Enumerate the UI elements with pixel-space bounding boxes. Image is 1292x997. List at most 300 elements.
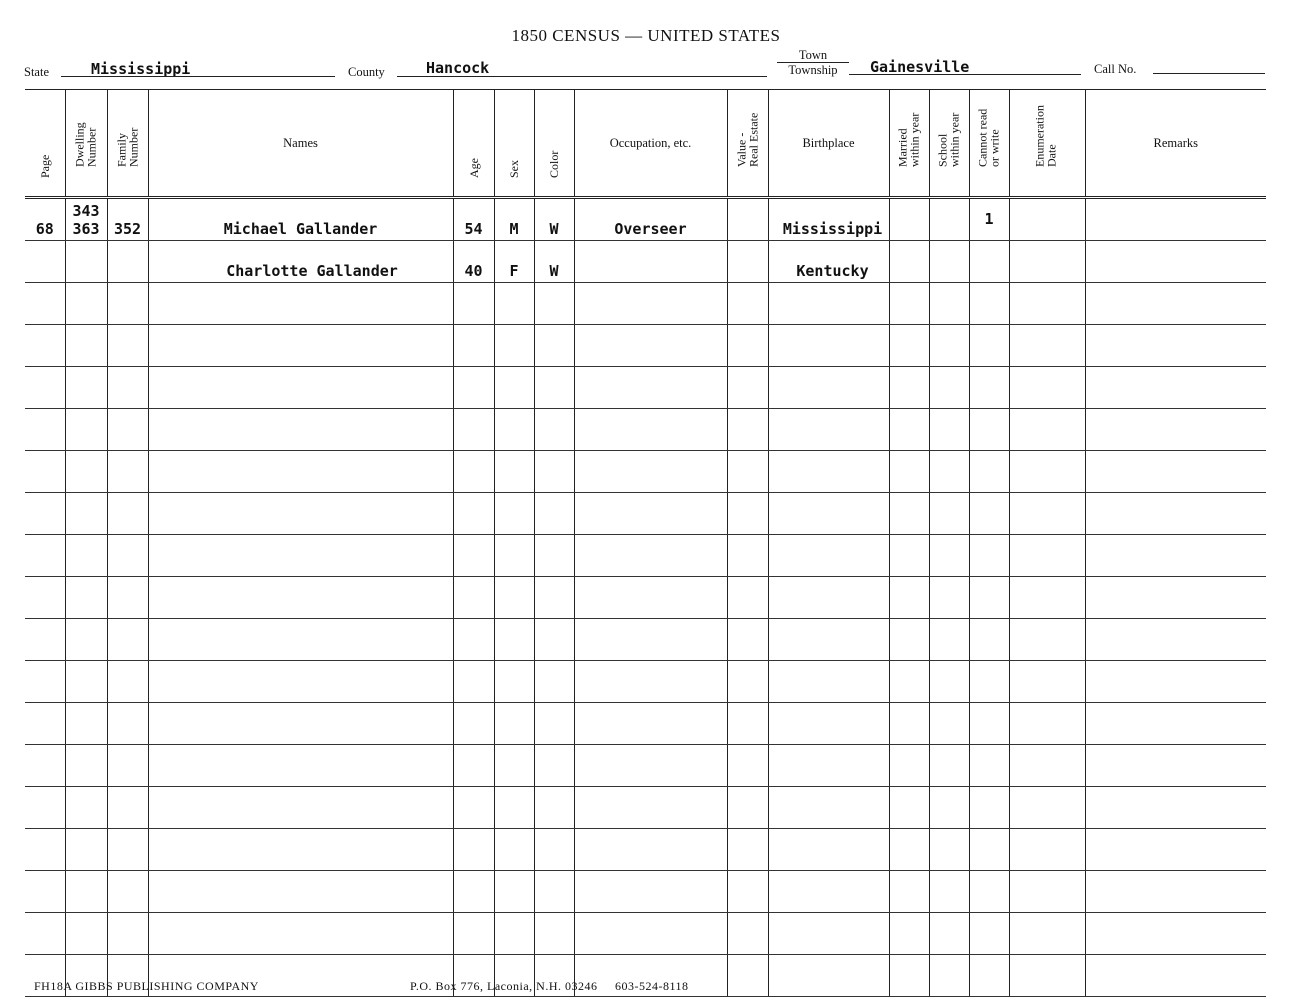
blank-cell xyxy=(727,367,768,409)
cell-occupation: Overseer xyxy=(574,198,727,241)
cell-dwelling-main: 363 xyxy=(72,220,100,238)
col-birthplace xyxy=(768,90,889,198)
blank-cell xyxy=(969,745,1009,787)
blank-cell xyxy=(929,451,969,493)
blank-cell xyxy=(25,703,65,745)
cell-value xyxy=(727,241,768,283)
blank-cell xyxy=(1085,955,1266,997)
blank-cell xyxy=(65,871,107,913)
blank-cell xyxy=(768,535,889,577)
blank-cell xyxy=(453,661,494,703)
blank-cell xyxy=(65,535,107,577)
blank-row xyxy=(25,577,1266,619)
col-family xyxy=(107,90,148,198)
blank-cell xyxy=(727,535,768,577)
blank-cell xyxy=(534,325,574,367)
state-label: State xyxy=(24,65,49,79)
blank-cell xyxy=(574,703,727,745)
blank-cell xyxy=(574,367,727,409)
census-table xyxy=(25,89,1266,997)
blank-cell xyxy=(65,703,107,745)
county-value: Hancock xyxy=(426,59,490,77)
blank-cell xyxy=(65,829,107,871)
blank-cell xyxy=(1009,409,1085,451)
blank-cell xyxy=(148,451,453,493)
blank-cell xyxy=(574,577,727,619)
col-remarks-label: Remarks xyxy=(1153,135,1198,150)
blank-cell xyxy=(1009,619,1085,661)
blank-cell xyxy=(1009,745,1085,787)
blank-cell xyxy=(453,493,494,535)
blank-cell xyxy=(574,451,727,493)
cell-family xyxy=(107,241,148,283)
blank-cell xyxy=(148,913,453,955)
blank-cell xyxy=(1009,703,1085,745)
blank-cell xyxy=(494,577,534,619)
township-value: Gainesville xyxy=(870,58,970,76)
blank-cell xyxy=(574,913,727,955)
blank-cell xyxy=(969,493,1009,535)
blank-cell xyxy=(889,493,929,535)
blank-cell xyxy=(453,913,494,955)
blank-cell xyxy=(727,955,768,997)
blank-cell xyxy=(574,493,727,535)
blank-cell xyxy=(889,661,929,703)
blank-cell xyxy=(929,325,969,367)
blank-cell xyxy=(969,787,1009,829)
blank-cell xyxy=(65,787,107,829)
cell-married xyxy=(889,241,929,283)
blank-cell xyxy=(889,745,929,787)
blank-cell xyxy=(574,787,727,829)
blank-cell xyxy=(25,913,65,955)
blank-cell xyxy=(929,787,969,829)
blank-cell xyxy=(65,451,107,493)
blank-cell xyxy=(25,577,65,619)
blank-cell xyxy=(768,409,889,451)
blank-cell xyxy=(1085,787,1266,829)
blank-cell xyxy=(494,493,534,535)
blank-cell xyxy=(494,367,534,409)
blank-cell xyxy=(889,913,929,955)
blank-cell xyxy=(574,619,727,661)
blank-cell xyxy=(494,325,534,367)
blank-cell xyxy=(107,577,148,619)
blank-row xyxy=(25,661,1266,703)
blank-cell xyxy=(889,829,929,871)
blank-cell xyxy=(889,619,929,661)
blank-cell xyxy=(107,703,148,745)
blank-cell xyxy=(768,955,889,997)
cell-color: W xyxy=(534,198,574,241)
blank-cell xyxy=(929,493,969,535)
col-page-label: Page xyxy=(37,154,52,178)
blank-cell xyxy=(727,451,768,493)
blank-cell xyxy=(969,367,1009,409)
blank-cell xyxy=(969,325,1009,367)
blank-cell xyxy=(25,409,65,451)
blank-cell xyxy=(727,703,768,745)
blank-cell xyxy=(929,871,969,913)
blank-cell xyxy=(768,325,889,367)
col-color xyxy=(534,90,574,198)
blank-cell xyxy=(107,619,148,661)
blank-cell xyxy=(727,871,768,913)
blank-cell xyxy=(768,451,889,493)
blank-cell xyxy=(25,787,65,829)
blank-cell xyxy=(65,325,107,367)
blank-cell xyxy=(25,367,65,409)
blank-cell xyxy=(889,871,929,913)
blank-cell xyxy=(768,619,889,661)
blank-cell xyxy=(107,283,148,325)
blank-cell xyxy=(494,871,534,913)
blank-cell xyxy=(25,745,65,787)
blank-cell xyxy=(25,535,65,577)
blank-cell xyxy=(1085,493,1266,535)
blank-cell xyxy=(534,451,574,493)
blank-cell xyxy=(1085,913,1266,955)
blank-cell xyxy=(453,283,494,325)
blank-cell xyxy=(1009,661,1085,703)
blank-cell xyxy=(727,913,768,955)
blank-cell xyxy=(107,493,148,535)
blank-cell xyxy=(25,451,65,493)
blank-cell xyxy=(889,787,929,829)
blank-cell xyxy=(1085,451,1266,493)
col-age-label: Age xyxy=(466,158,481,178)
blank-cell xyxy=(768,703,889,745)
blank-cell xyxy=(25,871,65,913)
cell-cannot-read: 1 xyxy=(969,198,1009,241)
blank-cell xyxy=(727,283,768,325)
blank-cell xyxy=(574,409,727,451)
col-value xyxy=(727,90,768,198)
blank-cell xyxy=(453,871,494,913)
blank-cell xyxy=(929,661,969,703)
blank-cell xyxy=(494,535,534,577)
state-value: Mississippi xyxy=(91,60,191,78)
blank-cell xyxy=(727,325,768,367)
blank-cell xyxy=(65,661,107,703)
cell-name: Charlotte Gallander xyxy=(148,241,453,283)
blank-cell xyxy=(1085,661,1266,703)
blank-cell xyxy=(25,283,65,325)
blank-cell xyxy=(534,493,574,535)
blank-cell xyxy=(453,325,494,367)
blank-cell xyxy=(25,661,65,703)
blank-cell xyxy=(969,829,1009,871)
blank-row xyxy=(25,871,1266,913)
blank-cell xyxy=(148,535,453,577)
blank-cell xyxy=(107,871,148,913)
blank-cell xyxy=(1085,535,1266,577)
blank-cell xyxy=(1009,577,1085,619)
blank-cell xyxy=(969,871,1009,913)
blank-cell xyxy=(534,745,574,787)
town-township-label xyxy=(777,48,849,77)
blank-cell xyxy=(107,451,148,493)
blank-cell xyxy=(969,955,1009,997)
blank-cell xyxy=(969,661,1009,703)
blank-cell xyxy=(574,661,727,703)
cell-birthplace: Kentucky xyxy=(768,241,889,283)
blank-cell xyxy=(1085,703,1266,745)
blank-cell xyxy=(574,871,727,913)
blank-cell xyxy=(969,451,1009,493)
col-names-label: Names xyxy=(283,135,318,150)
county-label: County xyxy=(348,65,385,79)
blank-cell xyxy=(494,619,534,661)
col-dwelling xyxy=(65,90,107,198)
blank-cell xyxy=(727,661,768,703)
blank-cell xyxy=(1009,493,1085,535)
blank-cell xyxy=(929,955,969,997)
blank-cell xyxy=(148,871,453,913)
blank-cell xyxy=(453,787,494,829)
blank-cell xyxy=(107,409,148,451)
cell-dwelling-top: 343 xyxy=(72,202,100,220)
cell-page xyxy=(25,241,65,283)
blank-cell xyxy=(1009,955,1085,997)
blank-cell xyxy=(727,829,768,871)
blank-cell xyxy=(1085,871,1266,913)
cell-age: 40 xyxy=(453,241,494,283)
col-sex-label: Sex xyxy=(507,160,521,178)
township-label: Township xyxy=(788,63,838,77)
cell-family: 352 xyxy=(107,198,148,241)
blank-cell xyxy=(889,283,929,325)
blank-cell xyxy=(65,577,107,619)
blank-cell xyxy=(107,913,148,955)
blank-cell xyxy=(574,283,727,325)
blank-cell xyxy=(107,787,148,829)
blank-row xyxy=(25,745,1266,787)
blank-cell xyxy=(768,829,889,871)
cell-page: 68 xyxy=(25,198,65,241)
blank-cell xyxy=(1085,283,1266,325)
blank-cell xyxy=(1009,451,1085,493)
blank-cell xyxy=(453,577,494,619)
blank-cell xyxy=(494,787,534,829)
blank-row xyxy=(25,703,1266,745)
blank-cell xyxy=(65,745,107,787)
blank-cell xyxy=(574,829,727,871)
call-no-underline xyxy=(1153,73,1265,74)
blank-cell xyxy=(534,661,574,703)
col-cannot-read xyxy=(969,90,1009,198)
blank-cell xyxy=(1085,409,1266,451)
blank-cell xyxy=(929,283,969,325)
blank-cell xyxy=(1085,619,1266,661)
blank-cell xyxy=(148,409,453,451)
blank-row xyxy=(25,829,1266,871)
blank-cell xyxy=(969,913,1009,955)
blank-cell xyxy=(727,409,768,451)
blank-cell xyxy=(929,409,969,451)
col-family-label: Family Number xyxy=(114,127,140,167)
blank-cell xyxy=(25,619,65,661)
blank-cell xyxy=(453,451,494,493)
blank-cell xyxy=(148,283,453,325)
blank-cell xyxy=(889,955,929,997)
col-age xyxy=(453,90,494,198)
blank-row xyxy=(25,325,1266,367)
cell-sex: F xyxy=(494,241,534,283)
blank-cell xyxy=(65,619,107,661)
blank-row xyxy=(25,493,1266,535)
blank-cell xyxy=(1085,577,1266,619)
blank-cell xyxy=(1009,325,1085,367)
col-enumeration xyxy=(1009,90,1085,198)
blank-cell xyxy=(107,745,148,787)
blank-cell xyxy=(148,703,453,745)
blank-cell xyxy=(929,745,969,787)
cell-remarks xyxy=(1085,241,1266,283)
cell-color: W xyxy=(534,241,574,283)
state-underline xyxy=(61,76,335,77)
cell-school xyxy=(929,198,969,241)
blank-cell xyxy=(768,367,889,409)
cell-school xyxy=(929,241,969,283)
col-remarks xyxy=(1085,90,1266,198)
cell-enumeration xyxy=(1009,241,1085,283)
col-sex xyxy=(494,90,534,198)
blank-cell xyxy=(889,535,929,577)
blank-cell xyxy=(534,787,574,829)
blank-cell xyxy=(889,577,929,619)
blank-cell xyxy=(969,577,1009,619)
cell-cannot-read xyxy=(969,241,1009,283)
blank-cell xyxy=(494,451,534,493)
blank-cell xyxy=(453,703,494,745)
blank-row xyxy=(25,535,1266,577)
col-occupation-label: Occupation, etc. xyxy=(609,135,692,150)
call-no-label: Call No. xyxy=(1094,62,1137,76)
blank-cell xyxy=(25,829,65,871)
col-school-label: School within year xyxy=(935,112,961,167)
blank-cell xyxy=(148,787,453,829)
blank-cell xyxy=(148,577,453,619)
blank-cell xyxy=(929,535,969,577)
blank-cell xyxy=(929,829,969,871)
blank-cell xyxy=(727,577,768,619)
blank-cell xyxy=(768,745,889,787)
blank-cell xyxy=(1085,325,1266,367)
blank-cell xyxy=(148,619,453,661)
cell-age: 54 xyxy=(453,198,494,241)
blank-cell xyxy=(494,913,534,955)
blank-cell xyxy=(727,619,768,661)
blank-cell xyxy=(574,325,727,367)
blank-cell xyxy=(534,871,574,913)
blank-row xyxy=(25,451,1266,493)
blank-row xyxy=(25,787,1266,829)
cell-occupation xyxy=(574,241,727,283)
blank-cell xyxy=(107,661,148,703)
col-value-label: Value - Real Estate xyxy=(734,112,760,167)
blank-cell xyxy=(65,409,107,451)
blank-cell xyxy=(929,913,969,955)
blank-cell xyxy=(768,787,889,829)
blank-cell xyxy=(453,745,494,787)
col-birthplace-label: Birthplace xyxy=(802,135,855,150)
blank-cell xyxy=(148,745,453,787)
blank-cell xyxy=(889,367,929,409)
blank-cell xyxy=(768,493,889,535)
header-row xyxy=(25,90,1266,198)
footer-address: P.O. Box 776, Laconia, N.H. 03246 603-524-8118 xyxy=(410,979,689,993)
blank-cell xyxy=(534,535,574,577)
blank-cell xyxy=(25,325,65,367)
cell-birthplace: Mississippi xyxy=(768,198,889,241)
blank-cell xyxy=(969,409,1009,451)
blank-cell xyxy=(534,913,574,955)
blank-cell xyxy=(148,493,453,535)
blank-cell xyxy=(768,283,889,325)
blank-cell xyxy=(148,325,453,367)
blank-cell xyxy=(65,367,107,409)
blank-cell xyxy=(727,745,768,787)
blank-cell xyxy=(107,367,148,409)
blank-cell xyxy=(1009,787,1085,829)
blank-cell xyxy=(574,745,727,787)
blank-cell xyxy=(727,493,768,535)
blank-row xyxy=(25,367,1266,409)
col-married xyxy=(889,90,929,198)
blank-cell xyxy=(929,577,969,619)
blank-cell xyxy=(107,829,148,871)
blank-row xyxy=(25,913,1266,955)
blank-cell xyxy=(453,535,494,577)
blank-cell xyxy=(727,787,768,829)
blank-cell xyxy=(148,367,453,409)
footer-publisher: FH18A GIBBS PUBLISHING COMPANY xyxy=(34,979,259,993)
blank-cell xyxy=(494,703,534,745)
county-underline xyxy=(397,76,767,77)
table-row xyxy=(25,198,1266,241)
col-names xyxy=(148,90,453,198)
col-occupation xyxy=(574,90,727,198)
blank-cell xyxy=(494,829,534,871)
blank-cell xyxy=(969,703,1009,745)
blank-cell xyxy=(1009,535,1085,577)
col-page xyxy=(25,90,65,198)
blank-cell xyxy=(494,661,534,703)
blank-cell xyxy=(65,283,107,325)
cell-name: Michael Gallander xyxy=(148,198,453,241)
blank-cell xyxy=(453,409,494,451)
cell-sex: M xyxy=(494,198,534,241)
blank-row xyxy=(25,409,1266,451)
blank-cell xyxy=(453,829,494,871)
blank-cell xyxy=(768,913,889,955)
blank-cell xyxy=(494,745,534,787)
blank-cell xyxy=(768,577,889,619)
blank-cell xyxy=(534,577,574,619)
col-married-label: Married within year xyxy=(895,112,921,167)
blank-cell xyxy=(107,535,148,577)
col-color-label: Color xyxy=(547,150,561,178)
blank-cell xyxy=(929,367,969,409)
blank-cell xyxy=(929,703,969,745)
blank-cell xyxy=(574,535,727,577)
blank-cell xyxy=(969,619,1009,661)
blank-cell xyxy=(534,283,574,325)
blank-cell xyxy=(148,661,453,703)
blank-cell xyxy=(768,661,889,703)
blank-cell xyxy=(969,283,1009,325)
